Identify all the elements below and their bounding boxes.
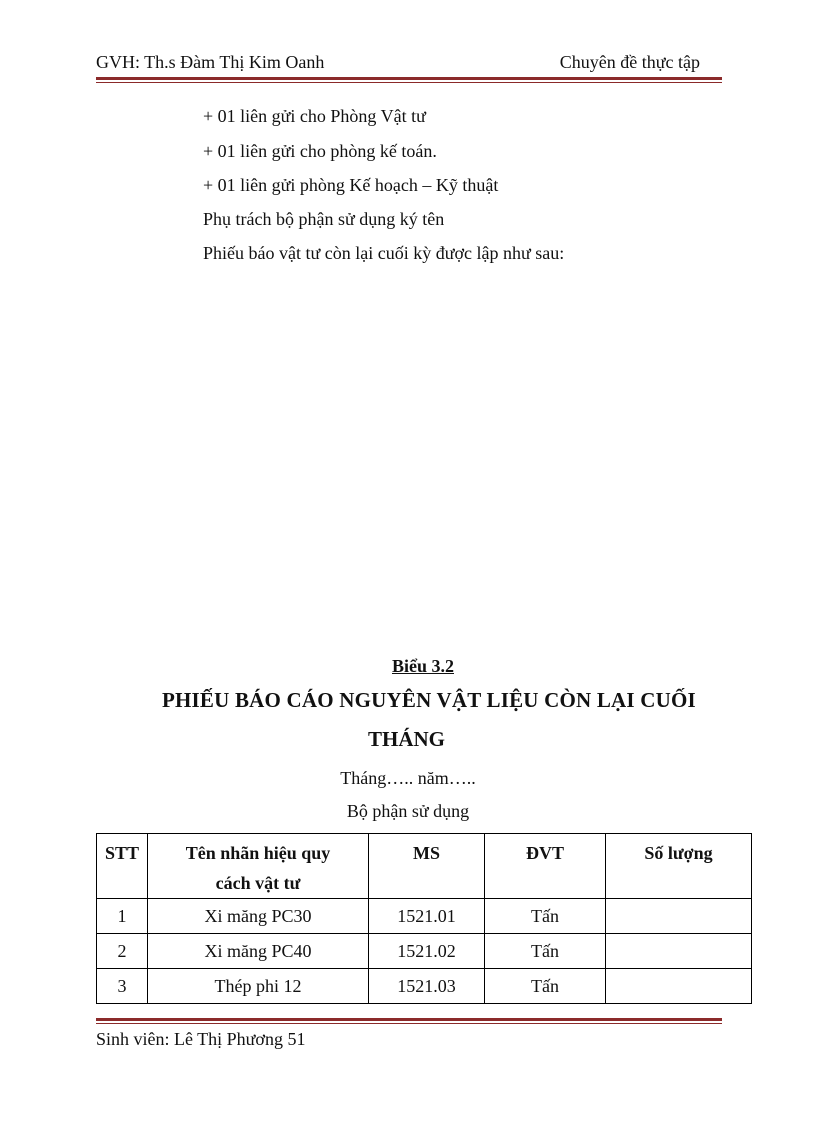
footer-student: Sinh viên: Lê Thị Phương 51 (96, 1029, 306, 1049)
cell-stt: 1 (97, 899, 148, 934)
cell-dvt: Tấn (485, 899, 606, 934)
table-row (97, 934, 752, 969)
header-dvt: ĐVT (485, 834, 606, 899)
cell-stt: 2 (97, 934, 148, 969)
body-line-1: + 01 liên gửi cho Phòng Vật tư (203, 106, 426, 126)
form-title-line-2: THÁNG (368, 727, 446, 751)
cell-quantity (606, 899, 752, 934)
cell-stt: 3 (97, 969, 148, 1004)
cell-dvt: Tấn (485, 934, 606, 969)
body-line-3: + 01 liên gửi phòng Kế hoạch – Kỹ thuật (203, 175, 499, 195)
figure-label: Biểu 3.2 (391, 656, 454, 676)
date-line: Tháng….. năm….. (340, 768, 476, 788)
materials-table (96, 833, 752, 1004)
header-ms: MS (369, 834, 485, 899)
body-line-5: Phiếu báo vật tư còn lại cuối kỳ được lập như sau: (203, 243, 565, 263)
cell-ms: 1521.03 (369, 969, 485, 1004)
cell-name: Xi măng PC30 (148, 899, 369, 934)
header-document-type: Chuyên đề thực tập (559, 52, 700, 72)
body-line-2: + 01 liên gửi cho phòng kế toán. (203, 141, 437, 161)
header-name: Tên nhãn hiệu quy cách vật tư (148, 834, 369, 899)
cell-quantity (606, 934, 752, 969)
cell-name: Xi măng PC40 (148, 934, 369, 969)
department-line: Bộ phận sử dụng (346, 801, 470, 821)
table-header-row (97, 834, 752, 899)
header-rule (96, 77, 722, 83)
page-header (96, 52, 722, 76)
cell-dvt: Tấn (485, 969, 606, 1004)
cell-ms: 1521.01 (369, 899, 485, 934)
footer-rule (96, 1018, 722, 1024)
cell-quantity (606, 969, 752, 1004)
cell-name: Thép phi 12 (148, 969, 369, 1004)
header-quantity: Số lượng (606, 834, 752, 899)
table-row (97, 969, 752, 1004)
table-row (97, 899, 752, 934)
cell-ms: 1521.02 (369, 934, 485, 969)
header-stt: STT (97, 834, 148, 899)
form-title-line-1: PHIẾU BÁO CÁO NGUYÊN VẬT LIỆU CÒN LẠI CUỐI (162, 688, 696, 712)
body-line-4: Phụ trách bộ phận sử dụng ký tên (203, 209, 445, 229)
header-instructor: GVH: Th.s Đàm Thị Kim Oanh (96, 52, 325, 72)
